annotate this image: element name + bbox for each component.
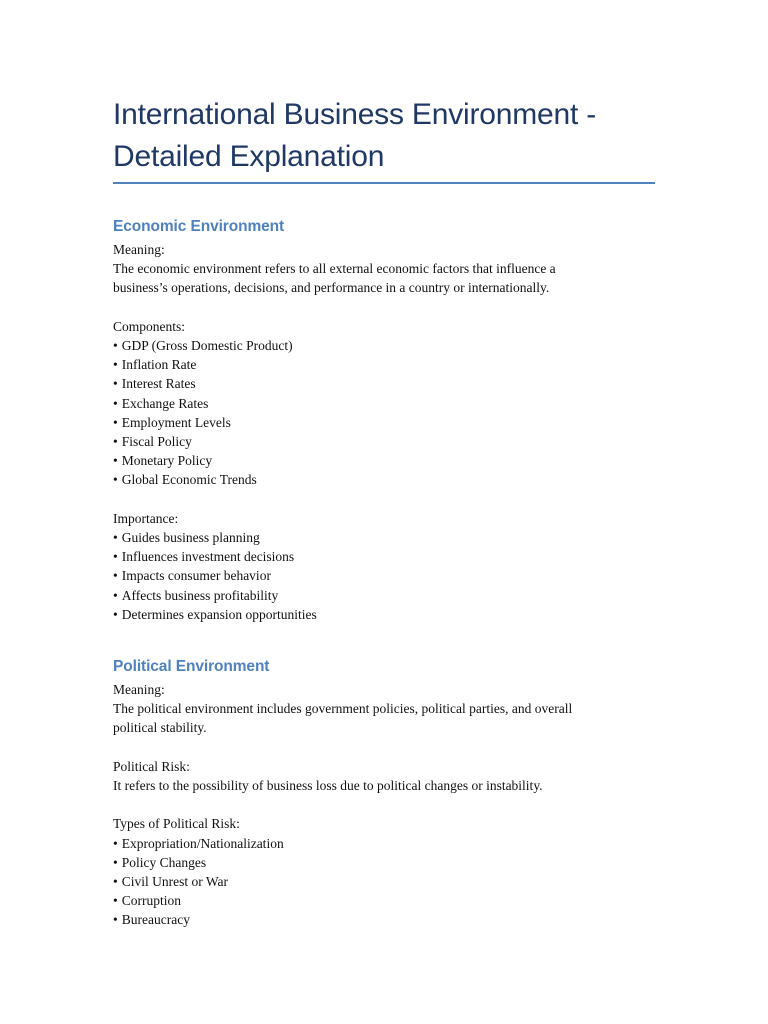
list-item <box>113 834 655 853</box>
list-item <box>113 470 655 489</box>
risk-type-text: Policy Changes <box>121 854 207 870</box>
economic-importance-label: Importance: <box>113 510 179 526</box>
list-item <box>113 355 655 374</box>
list-item <box>113 872 655 891</box>
bullet-icon: • <box>113 568 118 584</box>
political-risk-text: It refers to the possibility of business loss due to political changes or instability. <box>113 778 543 794</box>
list-item <box>113 853 655 872</box>
political-risk-types-label: Types of Political Risk: <box>113 816 240 832</box>
spacer <box>113 738 655 757</box>
importance-text: Impacts consumer behavior <box>121 568 271 584</box>
risk-type-text: Civil Unrest or War <box>121 874 229 890</box>
component-text: Global Economic Trends <box>121 472 257 488</box>
political-body <box>113 680 655 930</box>
list-item <box>113 605 655 624</box>
list-item <box>113 586 655 605</box>
importance-text: Influences investment decisions <box>121 549 295 565</box>
spacer <box>113 490 655 509</box>
component-text: Employment Levels <box>121 414 231 430</box>
bullet-icon: • <box>113 912 118 928</box>
political-heading: Political Environment <box>113 658 270 676</box>
political-meaning-line-2: political stability. <box>113 720 207 736</box>
economic-importance-list <box>113 528 655 624</box>
importance-text: Guides business planning <box>121 530 260 546</box>
bullet-icon: • <box>113 434 118 450</box>
economic-components-label: Components: <box>113 318 186 334</box>
bullet-icon: • <box>113 874 118 890</box>
list-item <box>113 394 655 413</box>
bullet-icon: • <box>113 587 118 603</box>
bullet-icon: • <box>113 549 118 565</box>
economic-meaning-line-1: The economic environment refers to all external economic factors that influence a <box>113 261 556 277</box>
list-item <box>113 910 655 929</box>
list-item <box>113 413 655 432</box>
importance-text: Determines expansion opportunities <box>121 606 317 622</box>
bullet-icon: • <box>113 414 118 430</box>
importance-text: Affects business profitability <box>121 587 279 603</box>
component-text: Monetary Policy <box>121 453 213 469</box>
bullet-icon: • <box>113 453 118 469</box>
political-section <box>113 657 655 930</box>
bullet-icon: • <box>113 376 118 392</box>
bullet-icon: • <box>113 893 118 909</box>
component-text: Interest Rates <box>121 376 196 392</box>
spacer <box>113 298 655 317</box>
bullet-icon: • <box>113 395 118 411</box>
list-item <box>113 891 655 910</box>
list-item <box>113 336 655 355</box>
list-item <box>113 547 655 566</box>
component-text: Inflation Rate <box>121 357 197 373</box>
component-text: GDP (Gross Domestic Product) <box>121 338 293 353</box>
economic-meaning-line-2: business’s operations, decisions, and performance in a country or internationally. <box>113 280 550 296</box>
political-risk-label: Political Risk: <box>113 758 190 774</box>
list-item <box>113 451 655 470</box>
bullet-icon: • <box>113 338 118 353</box>
bullet-icon: • <box>113 357 118 373</box>
economic-section <box>113 217 655 624</box>
list-item <box>113 374 655 393</box>
document-content <box>113 94 655 930</box>
bullet-icon: • <box>113 530 118 546</box>
title-line-2: Detailed Explanation <box>113 140 385 173</box>
risk-type-text: Corruption <box>121 893 181 909</box>
bullet-icon: • <box>113 606 118 622</box>
list-item <box>113 528 655 547</box>
economic-body <box>113 240 655 624</box>
list-item <box>113 432 655 451</box>
risk-type-text: Expropriation/Nationalization <box>121 835 284 851</box>
political-meaning-label: Meaning: <box>113 682 165 698</box>
title-underline <box>113 182 655 184</box>
bullet-icon: • <box>113 835 118 851</box>
component-text: Exchange Rates <box>121 395 209 411</box>
spacer <box>113 795 655 814</box>
title-line-1: International Business Environment - <box>113 98 597 131</box>
economic-components-list <box>113 336 655 490</box>
political-risk-types-list <box>113 834 655 930</box>
bullet-icon: • <box>113 854 118 870</box>
political-meaning-line-1: The political environment includes government policies, political parties, and overall <box>113 701 573 717</box>
bullet-icon: • <box>113 472 118 488</box>
component-text: Fiscal Policy <box>121 434 192 450</box>
document-title <box>113 94 655 178</box>
list-item <box>113 566 655 585</box>
economic-heading: Economic Environment <box>113 218 285 235</box>
economic-meaning-label: Meaning: <box>113 242 165 257</box>
risk-type-text: Bureaucracy <box>121 912 190 928</box>
